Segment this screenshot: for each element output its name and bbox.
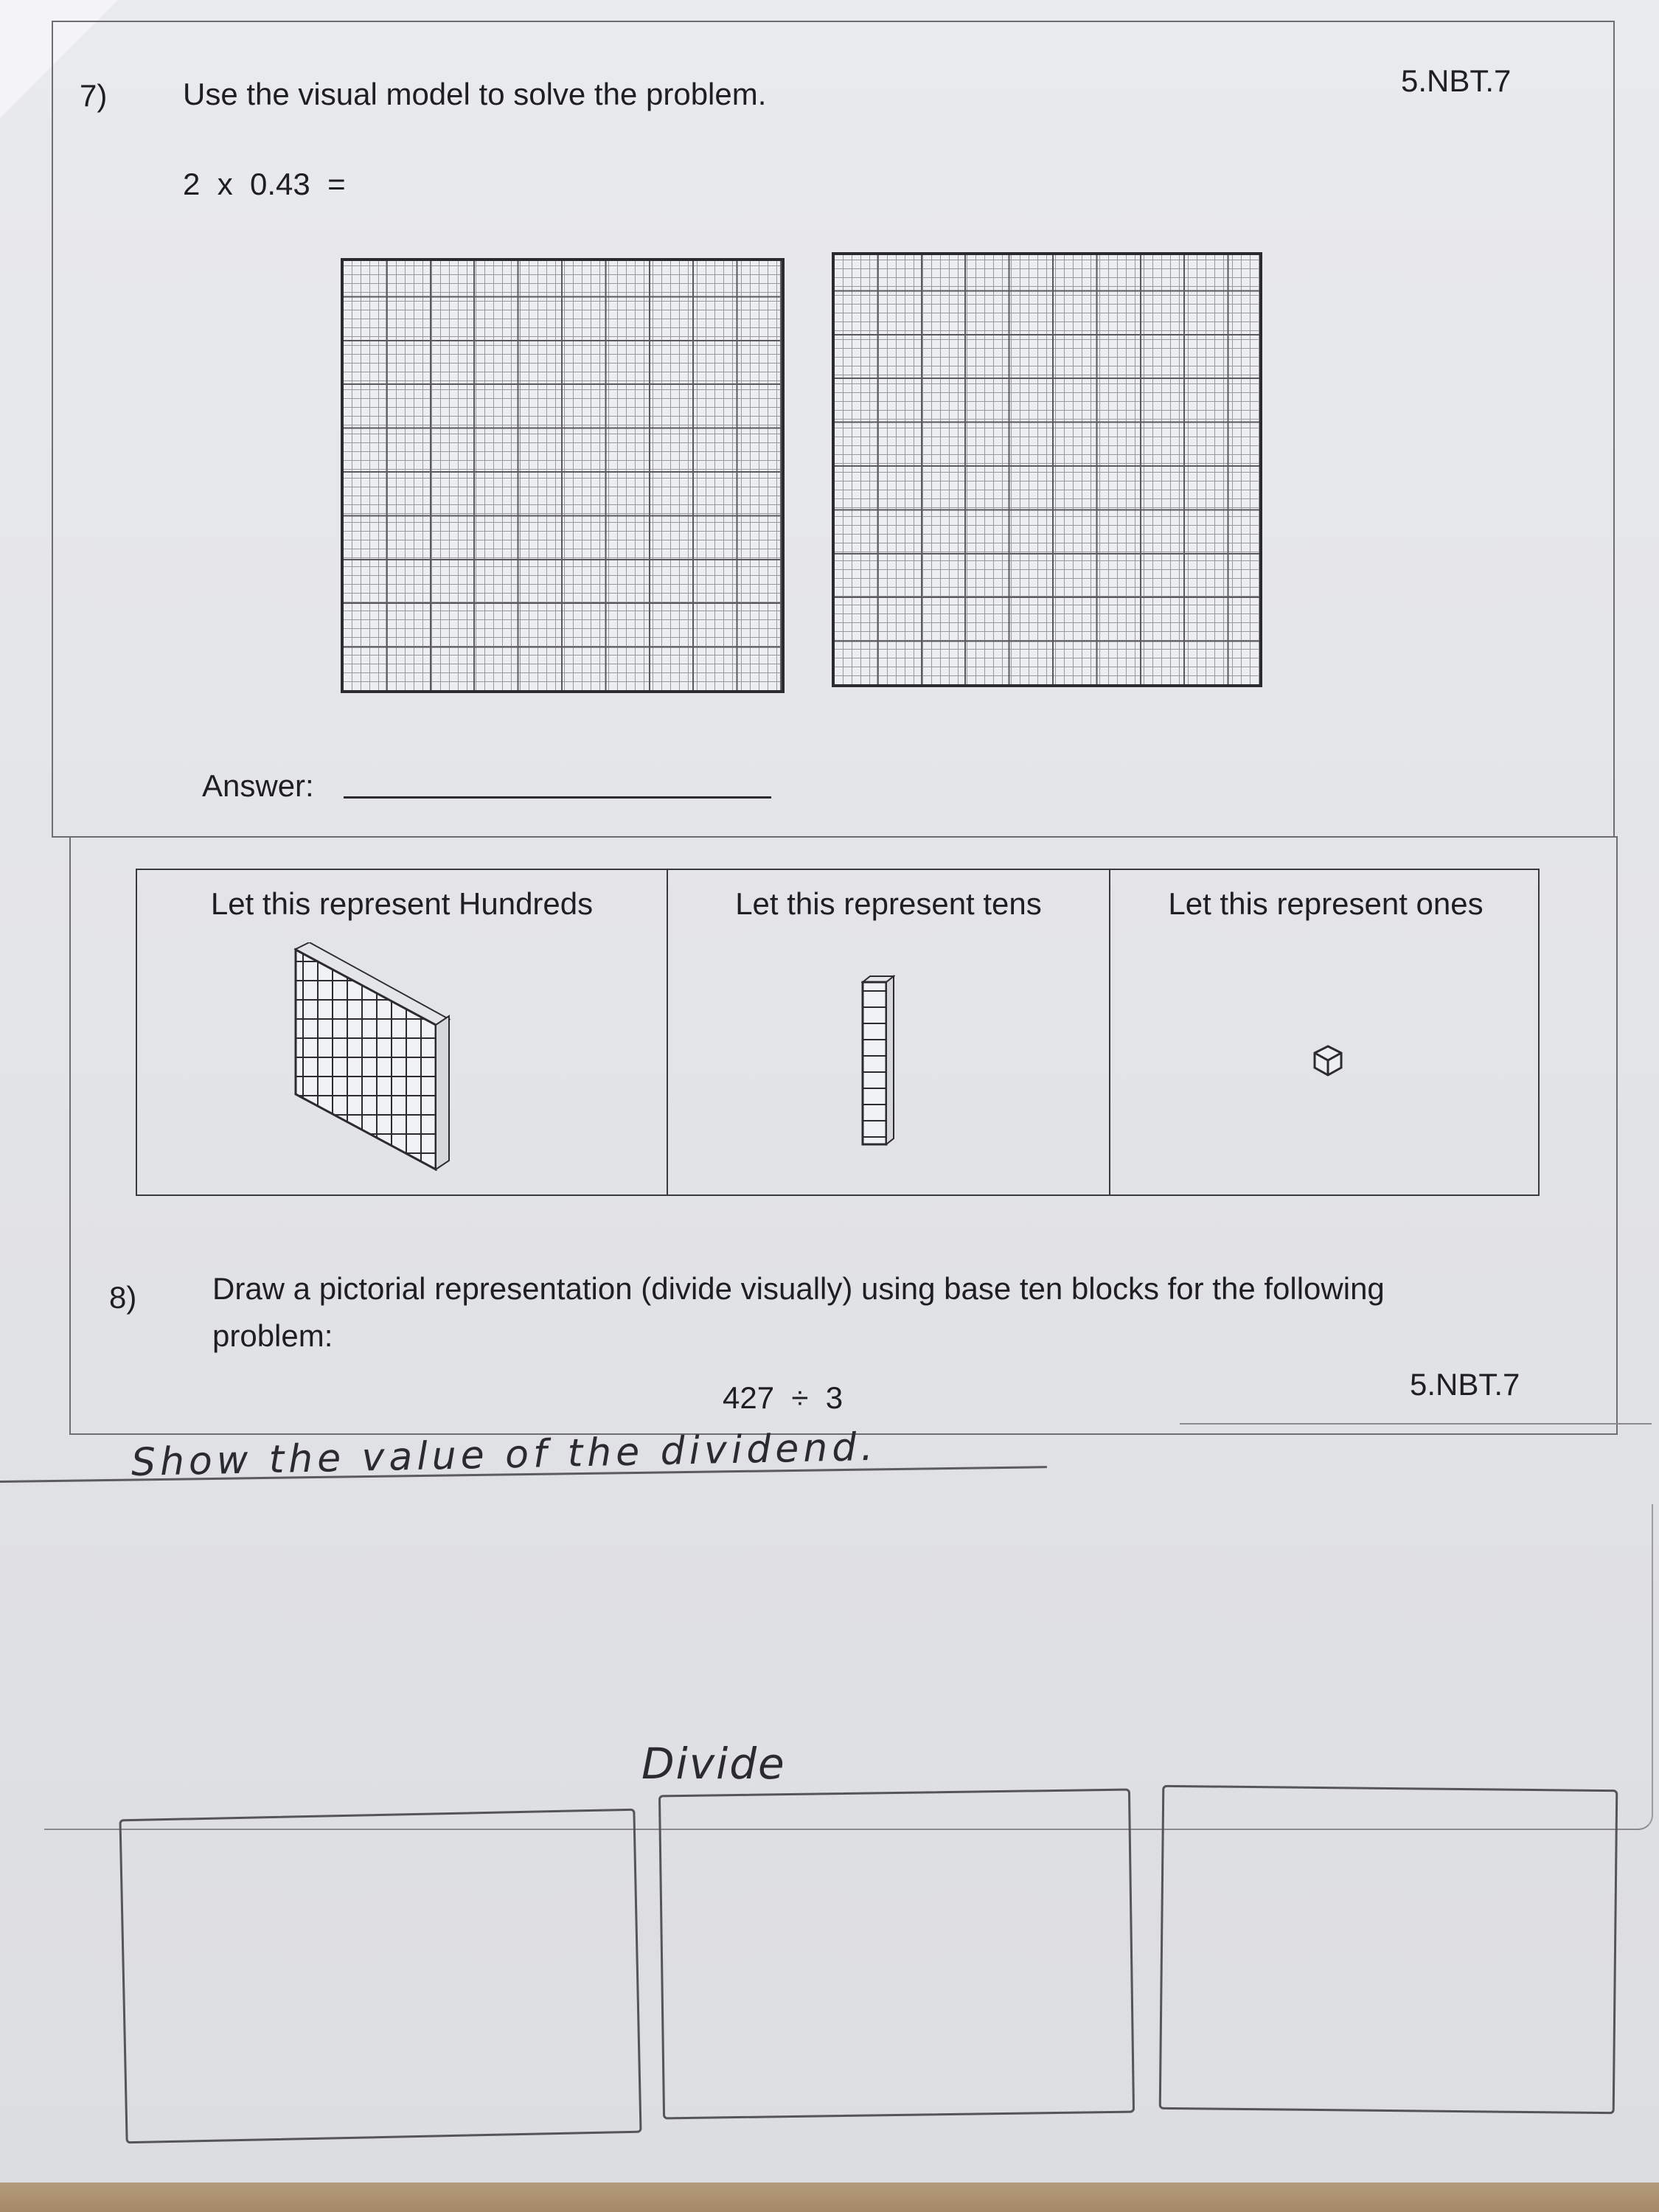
handwritten-divide: Divide [641,1739,786,1789]
hand-drawn-box-1[interactable] [119,1809,641,2144]
question-7-standard: 5.NBT.7 [1401,63,1512,98]
question-8-equation: 427 ÷ 3 [723,1380,844,1415]
key-cell-tens [668,870,1110,1194]
hundred-grid-left [341,258,785,693]
ones-cube-block-icon [1311,1044,1345,1078]
key-cell-hundreds [137,870,668,1194]
key-label-tens: Let this represent tens [735,886,1042,921]
question-7-number: 7) [80,78,108,113]
key-cell-ones [1110,870,1541,1194]
answer-blank-line[interactable] [344,796,771,799]
question-7-instruction: Use the visual model to solve the problem. [183,77,767,111]
question-7-equation: 2 x 0.43 = [183,167,346,201]
hundred-grid-right [832,252,1262,687]
base-ten-key-table [136,869,1540,1196]
key-label-hundreds: Let this represent Hundreds [210,886,594,921]
key-label-ones: Let this represent ones [1168,886,1484,921]
handwritten-show-value: Show the value of the dividend. [131,1425,878,1485]
answer-label: Answer: [202,768,314,803]
hand-drawn-work-area[interactable] [44,1504,1653,1830]
hundreds-flat-block-icon [288,942,451,1171]
tens-rod-block-icon [861,975,895,1146]
hand-drawn-box-2[interactable] [658,1789,1135,2120]
question-8-number: 8) [109,1280,137,1315]
hand-drawn-right-line [1180,1423,1652,1425]
question-8-instruction-line-1: Draw a pictorial representation (divide visually) using base ten blocks for the following [212,1271,1385,1306]
question-8-standard: 5.NBT.7 [1410,1367,1520,1402]
question-8-instruction-line-2: problem: [212,1318,333,1353]
desk-surface [0,2183,1659,2212]
hand-drawn-box-3[interactable] [1159,1785,1618,2114]
